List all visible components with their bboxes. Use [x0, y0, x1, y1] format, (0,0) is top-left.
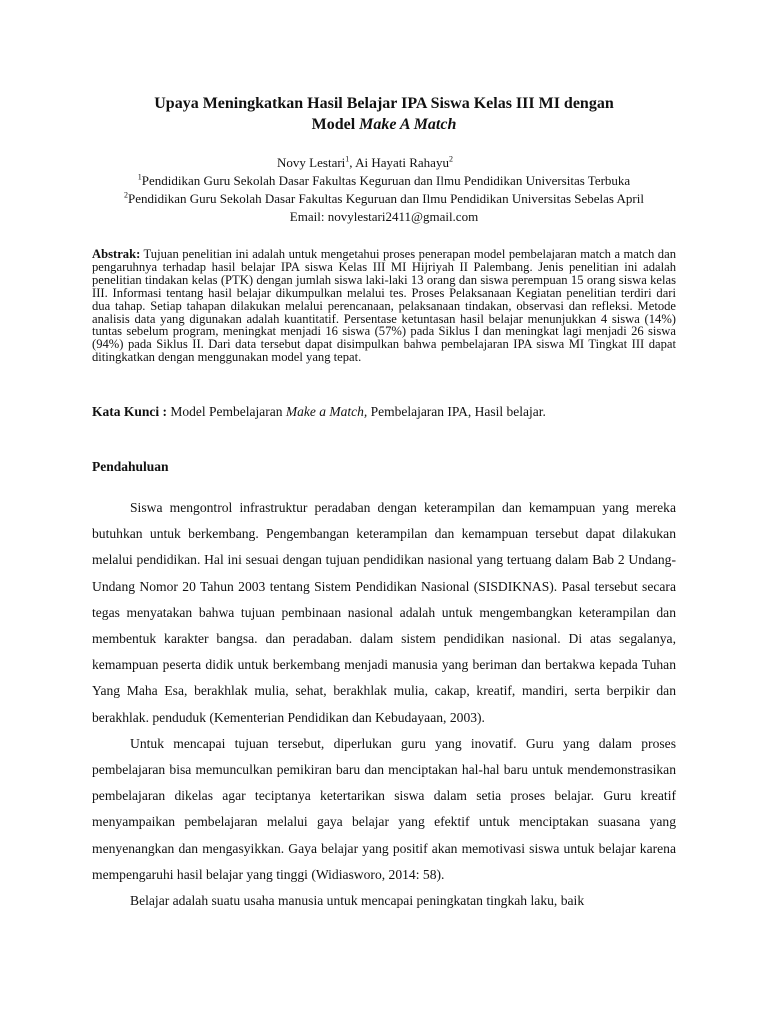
affiliation-1-sup: 1: [137, 172, 142, 182]
affiliation-2: [60, 190, 708, 208]
author-2: Ai Hayati Rahayu: [355, 155, 449, 170]
keywords-italic: Make a Match,: [285, 404, 368, 419]
author-separator: ,: [349, 155, 356, 170]
author-1-sup: 1: [345, 154, 350, 164]
title-line-1: Upaya Meningkatkan Hasil Belajar IPA Siswa Kelas III MI dengan: [154, 95, 614, 112]
title-line-2: [60, 114, 708, 135]
email-line: [60, 208, 708, 226]
title-line-2-prefix: Model: [311, 116, 360, 133]
keywords-part-1: Model Pembelajaran: [167, 404, 286, 419]
affiliation-2-text: Pendidikan Guru Sekolah Dasar Fakultas Keguruan dan Ilmu Pendidikan Universitas Sebelas April: [128, 191, 644, 206]
paragraph-3: Belajar adalah suatu usaha manusia untuk mencapai peningkatan tingkah laku, baik: [130, 893, 585, 909]
abstract-text: Tujuan penelitian ini adalah untuk mengetahui proses penerapan model pembelajaran match a match dan pengaruhnya terhadap hasil belajar IPA siswa Kelas III MI Hijriyah II Palembang. Jenis penelitian ini adalah penelitian tindakan kelas (PTK) dengan jumlah siswa laki-laki 13 orang dan siswa perempuan 15 orang siswa kelas III. Informasi tentang hasil belajar dikumpulkan melalui tes. Proses Pelaksanaan Kegiatan penelitian terdiri dari dua tahap. Setiap tahapan dilakukan melalui perencanaan, pelaksanaan tindakan, observasi dan refleksi. Metode analisis data yang digunakan adalah kuantitatif. Persentase ketuntasan hasil belajar menunjukkan 4 siswa (14%) tuntas sebelum program, meningkat menjadi 16 siswa (57%) pada Siklus I dan meningkat lagi menjadi 26 siswa (94%) pada Siklus II. Dari data tersebut dapat disimpulkan bahwa pembelajaran IPA siswa MI Tingkat III dapat ditingkatkan dengan menggunakan model yang tepat.: [92, 247, 676, 365]
paper-title: [60, 93, 708, 135]
affiliation-2-sup: 2: [124, 190, 129, 200]
author-1: Novy Lestari: [277, 155, 346, 170]
keywords-part-2: Pembelajaran IPA, Hasil belajar.: [367, 404, 546, 419]
section-heading: Pendahuluan: [92, 459, 169, 474]
keywords: [92, 403, 676, 420]
author-names: [60, 154, 708, 172]
email-label: Email:: [289, 209, 328, 224]
paragraph-1: Siswa mengontrol infrastruktur peradaban dengan keterampilan dan kemampuan yang mereka butuhkan untuk berkembang. Pengembangan keterampilan dan kemampuan tersebut dapat dilakukan melalui pendidikan. Hal ini sesuai dengan tujuan pendidikan nasional yang tertuang dalam Bab 2 Undang-Undang Nomor 20 Tahun 2003 tentang Sistem Pendidikan Nasional (SISDIKNAS). Pasal tersebut secara tegas menyatakan bahwa tujuan pembinaan nasional adalah untuk mengembangkan keterampilan dan membentuk karakter bangsa. dan peradaban. dalam sistem pendidikan nasional. Di atas segalanya, kemampuan peserta didik untuk berkembang menjadi manusia yang beriman dan bertakwa kepada Tuhan Yang Maha Esa, berakhlak mulia, sehat, berakhlak mulia, cakap, kreatif, mandiri, serta berpikir dan berakhlak. penduduk (Kementerian Pendidikan dan Kebudayaan, 2003).: [92, 500, 676, 725]
affiliation-1: [60, 172, 708, 190]
affiliation-1-text: Pendidikan Guru Sekolah Dasar Fakultas Keguruan dan Ilmu Pendidikan Universitas Terbuka: [141, 173, 631, 188]
abstract-label: Abstrak:: [92, 247, 141, 261]
author-2-sup: 2: [448, 154, 453, 164]
abstract: [92, 248, 676, 364]
section-body: [92, 495, 676, 914]
keywords-label: Kata Kunci :: [92, 404, 168, 419]
paragraph-2: Untuk mencapai tujuan tersebut, diperlukan guru yang inovatif. Guru yang dalam proses pembelajaran bisa memunculkan pemikiran baru dan menciptakan hal-hal baru untuk mendemonstrasikan pembelajaran dikelas agar teciptanya ketertarikan siswa dalam setia proses belajar. Guru kreatif menyampaikan pembelajaran melalui gaya belajar yang efektif untuk menciptakan suasana yang menyenangkan dan mengasyikkan. Gaya belajar yang positif akan memotivasi siswa untuk belajar karena mempengaruhi hasil belajar yang tinggi (Widiasworo, 2014: 58).: [92, 735, 676, 882]
email-address: novylestari2411@gmail.com: [327, 209, 479, 224]
title-model-name: Make A Match: [359, 116, 457, 133]
author-block: [60, 154, 708, 226]
